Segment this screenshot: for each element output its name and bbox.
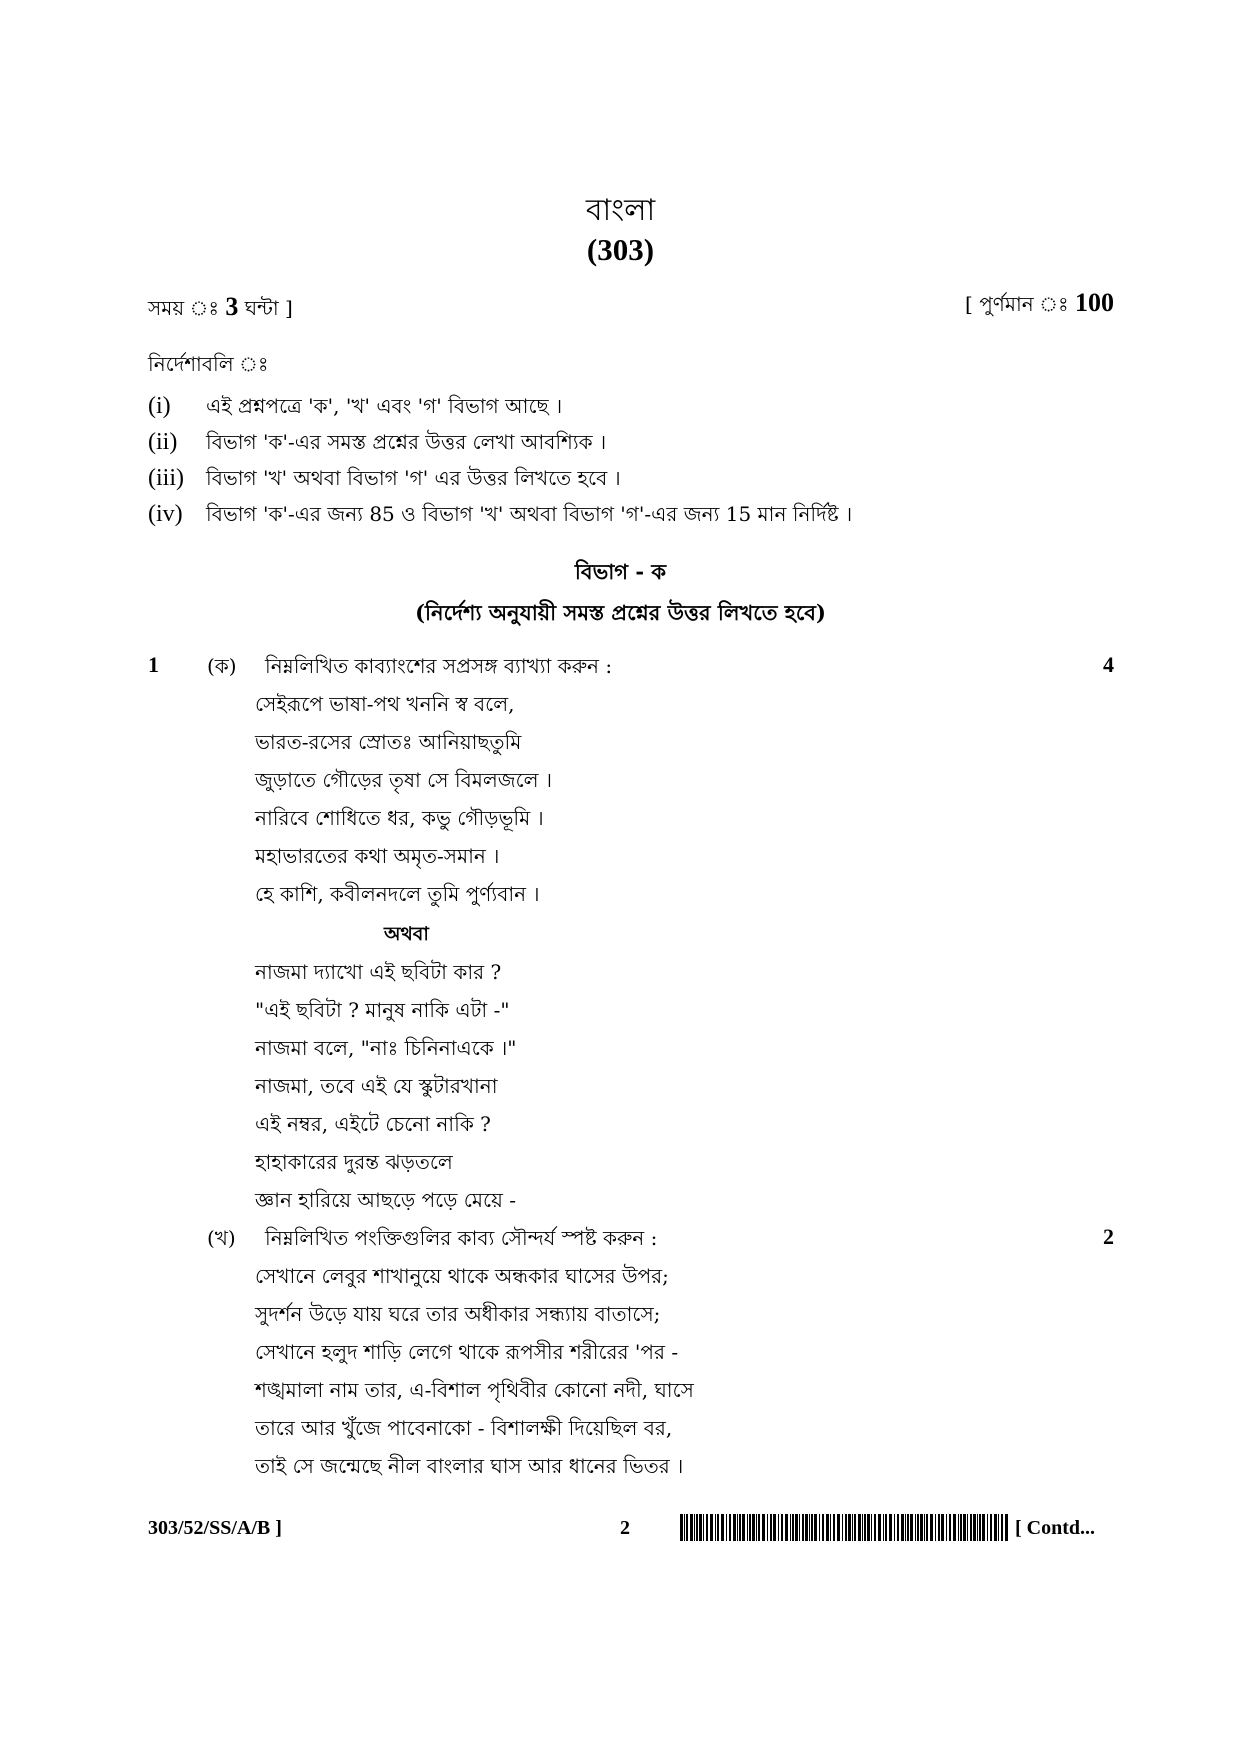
poem-line: জুড়াতে গৌড়ের তৃষা সে বিমলজলে । (255, 768, 553, 792)
barcode-icon (680, 1514, 1010, 1541)
time-prefix: সময় ঃ (148, 296, 220, 320)
poem-line: জ্ঞান হারিয়ে আছড়ে পড়ে মেয়ে - (255, 1188, 516, 1212)
poem-line: নাজমা বলে, "নাঃ চিনিনাএকে ।" (255, 1036, 517, 1060)
poem-line: সেখানে হলুদ শাড়ি লেগে থাকে রূপসীর শরীরের 'পর - (255, 1340, 679, 1364)
poem-line: সুদর্শন উড়ে যায় ঘরে তার অধীকার সন্ধ্যায় বাতাসে; (255, 1302, 661, 1326)
poem-line: হাহাকারের দুরন্ত ঝড়তলে (255, 1150, 453, 1174)
part-b-prompt: নিম্নলিখিত পংক্তিগুলির কাব্য সৌন্দর্য স্পষ্ট করুন : (265, 1226, 658, 1250)
poem-line: সেইরূপে ভাষা-পথ খননি স্ব বলে, (255, 692, 515, 716)
poem-line: ভারত-রসের স্রোতঃ আনিয়াছতুমি (255, 730, 522, 754)
instruction-number: (iv) (148, 501, 183, 527)
instruction-item (148, 500, 852, 533)
poem-line: মহাভারতের কথা অমৃত-সমান । (255, 844, 500, 868)
or-label: অথবা (384, 923, 429, 945)
part-a-marks: 4 (1103, 652, 1114, 677)
instruction-number: (iii) (148, 465, 184, 491)
poem-line: এই নম্বর, এইটে চেনো নাকি ? (255, 1112, 491, 1136)
section-subtitle: (নির্দেশ্য অনুযায়ী সমস্ত প্রশ্নের উত্তর লিখতে হবে) (415, 600, 826, 625)
instruction-item (148, 392, 562, 425)
question-number: 1 (148, 652, 159, 677)
poem-line: তারে আর খুঁজে পাবেনাকো - বিশালক্ষী দিয়েছিল বর, (255, 1416, 673, 1440)
full-marks-info (965, 288, 1114, 323)
marks-prefix: [ পুর্ণমান ঃ (965, 292, 1069, 316)
marks-value: 100 (1075, 288, 1114, 317)
instruction-text: এই প্রশ্নপত্রে 'ক', 'খ' এবং 'গ' বিভাগ আছে । (206, 394, 563, 418)
time-suffix: ঘন্টা ] (244, 296, 293, 320)
page-number: 2 (620, 1517, 630, 1539)
poem-line: শঙ্খমালা নাম তার, এ-বিশাল পৃথিবীর কোনো নদী, ঘাসে (255, 1378, 694, 1402)
poem-line: সেখানে লেবুর শাখানুয়ে থাকে অন্ধকার ঘাসের উপর; (255, 1264, 669, 1288)
instruction-item (148, 464, 621, 497)
instruction-text: বিভাগ 'ক'-এর জন্য 85 ও বিভাগ 'খ' অথবা বিভাগ 'গ'-এর জন্য 15 মান নির্দিষ্ট । (206, 502, 853, 526)
subject-title: বাংলা (585, 193, 656, 228)
part-a-label: (ক) (207, 654, 237, 678)
poem-line: নারিবে শোধিতে ধর, কভু গৌড়ভূমি । (255, 806, 544, 830)
time-info (148, 292, 293, 327)
section-title: বিভাগ - ক (574, 559, 667, 584)
instruction-number: (ii) (148, 429, 178, 455)
paper-code: 303/52/SS/A/B ] (148, 1517, 282, 1539)
instruction-text: বিভাগ 'ক'-এর সমস্ত প্রশ্নের উত্তর লেখা আবশ্যিক । (206, 430, 607, 454)
poem-line: তাই সে জন্মেছে নীল বাংলার ঘাস আর ধানের ভিতর । (255, 1454, 684, 1478)
instructions-heading: নির্দেশাবলি ঃ (148, 352, 269, 376)
poem-line: হে কাশি, কবীলনদলে তুমি পুর্ণ্যবান । (255, 882, 540, 906)
poem-line: নাজমা দ্যাখো এই ছবিটা কার ? (255, 960, 502, 984)
instruction-text: বিভাগ 'খ' অথবা বিভাগ 'গ' এর উত্তর লিখতে হবে । (206, 466, 621, 490)
instruction-item (148, 428, 606, 461)
subject-code: (303) (586, 232, 655, 267)
instruction-number: (i) (148, 393, 171, 419)
time-value: 3 (225, 292, 239, 321)
poem-line: "এই ছবিটা ? মানুষ নাকি এটা -" (255, 998, 510, 1022)
part-b-marks: 2 (1103, 1224, 1114, 1249)
continued-label: [ Contd... (1015, 1517, 1096, 1539)
part-a-prompt: নিম্নলিখিত কাব্যাংশের সপ্রসঙ্গ ব্যাখ্যা করুন : (265, 654, 613, 678)
poem-line: নাজমা, তবে এই যে স্কুটারখানা (255, 1074, 498, 1098)
part-b-label: (খ) (207, 1226, 236, 1250)
